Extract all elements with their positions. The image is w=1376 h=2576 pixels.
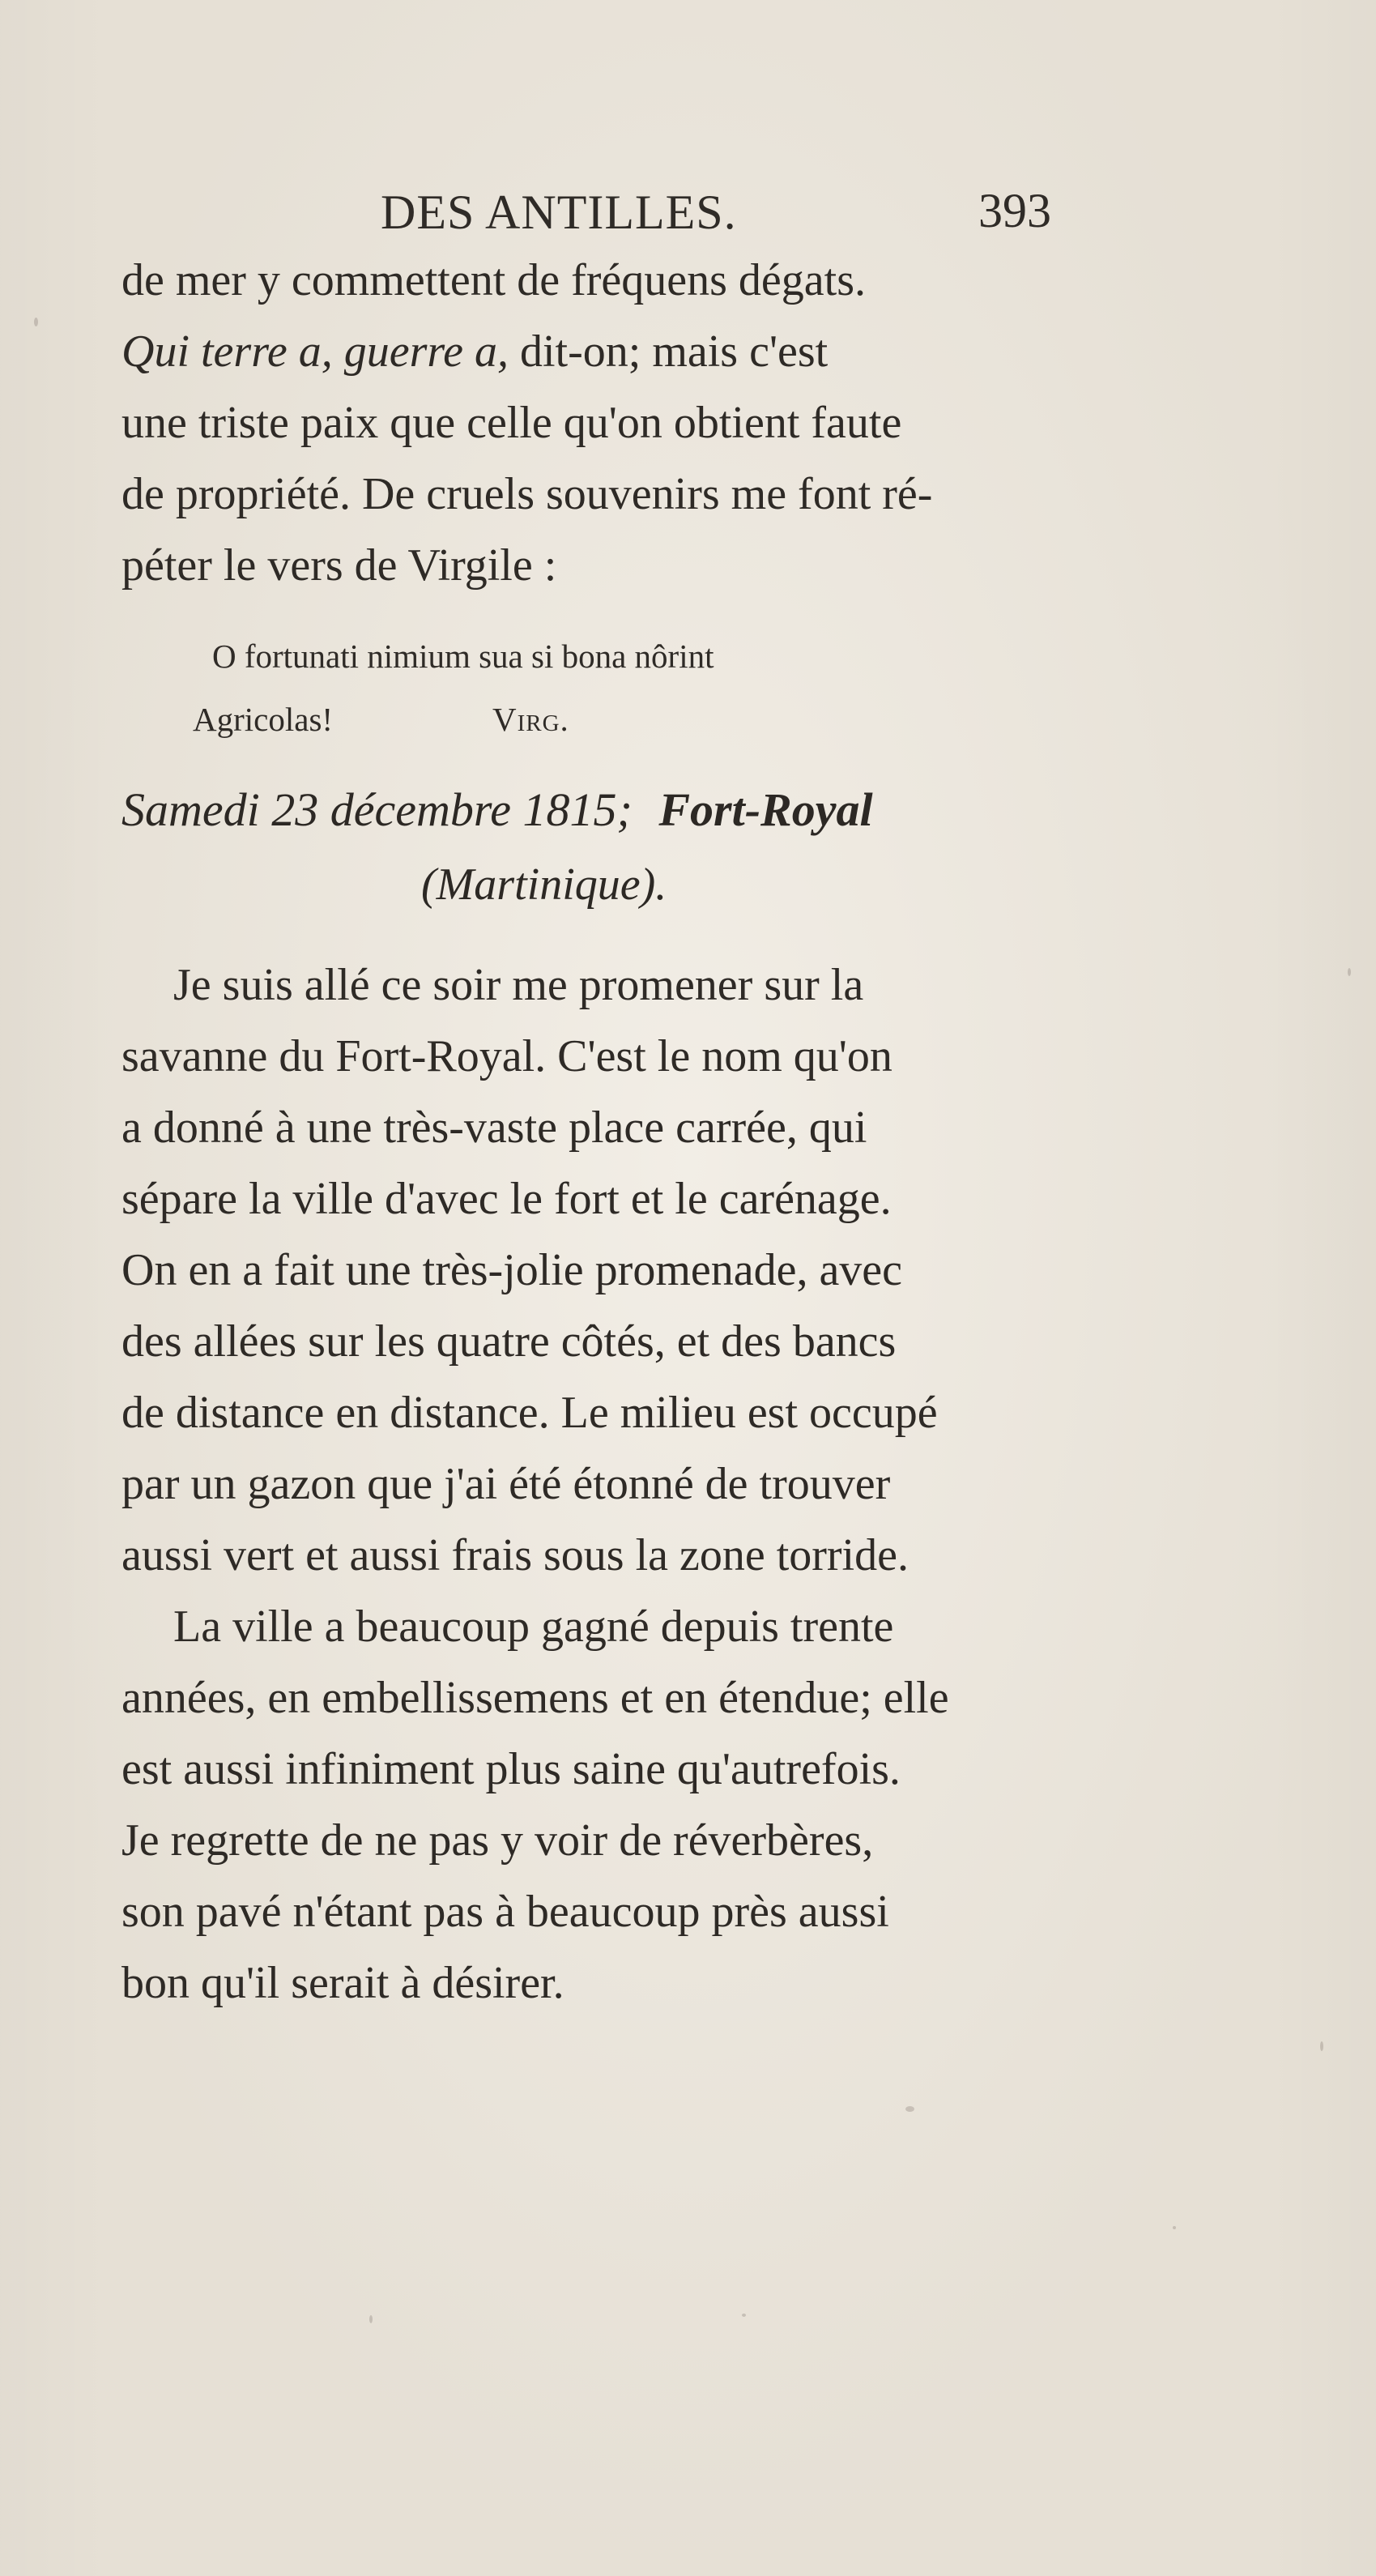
quote-line-2: Agricolas! xyxy=(193,701,334,738)
entry-heading-line-1 xyxy=(121,783,873,837)
body-line-1: de mer y commettent de fréquens dégats. xyxy=(121,255,866,305)
paragraph-1-line-3: a donné à une très-vaste place carrée, qui xyxy=(121,1102,867,1153)
paragraph-2-line-5: son pavé n'étant pas à beaucoup près aussi xyxy=(121,1887,889,1937)
page-number: 393 xyxy=(978,184,1051,237)
paper-speck xyxy=(369,2315,373,2323)
body-line-5: péter le vers de Virgile : xyxy=(121,540,557,591)
paragraph-2-line-6: bon qu'il serait à désirer. xyxy=(121,1958,564,2008)
body-line-3: une triste paix que celle qu'on obtient faute xyxy=(121,398,902,448)
body-line-4: de propriété. De cruels souvenirs me font ré- xyxy=(121,469,933,519)
paper-speck xyxy=(1320,2041,1323,2051)
paper-speck xyxy=(742,2314,746,2317)
paragraph-2-line-4: Je regrette de ne pas y voir de réverbères, xyxy=(121,1815,874,1866)
paragraph-1-line-8: par un gazon que j'ai été étonné de trouver xyxy=(121,1459,891,1509)
paragraph-1-line-2: savanne du Fort-Royal. C'est le nom qu'on xyxy=(121,1031,892,1081)
paragraph-1-line-4: sépare la ville d'avec le fort et le carénage. xyxy=(121,1174,892,1224)
paragraph-1-line-9: aussi vert et aussi frais sous la zone torride. xyxy=(121,1530,909,1580)
paper-speck xyxy=(1173,2226,1176,2229)
paper-speck xyxy=(1348,968,1351,976)
entry-heading-date: Samedi 23 décembre 1815; xyxy=(121,783,633,836)
body-line-2 xyxy=(121,326,1069,377)
paragraph-2-line-1: La ville a beaucoup gagné depuis trente xyxy=(173,1601,894,1652)
paragraph-1-line-1: Je suis allé ce soir me promener sur la xyxy=(173,960,864,1010)
paragraph-1-line-7: de distance en distance. Le milieu est occupé xyxy=(121,1388,938,1438)
paragraph-1-line-5: On en a fait une très-jolie promenade, avec xyxy=(121,1245,903,1295)
body-line-2-rest: dit-on; mais c'est xyxy=(509,326,829,377)
quote-line-1: O fortunati nimium sua si bona nôrint xyxy=(212,638,714,675)
quote-author: Virg. xyxy=(492,701,569,738)
paper-speck xyxy=(905,2106,914,2112)
entry-heading-place: Fort-Royal xyxy=(658,783,873,836)
entry-heading-line-2: (Martinique). xyxy=(421,859,667,910)
paper-speck xyxy=(34,318,38,326)
paragraph-1-line-6: des allées sur les quatre côtés, et des bancs xyxy=(121,1316,897,1367)
paragraph-2-line-3: est aussi infiniment plus saine qu'autrefois. xyxy=(121,1744,901,1794)
paragraph-2-line-2: années, en embellissemens et en étendue; elle xyxy=(121,1673,949,1723)
running-header-title: DES ANTILLES. xyxy=(381,186,737,239)
body-line-2-italic: Qui terre a, guerre a, xyxy=(121,326,509,377)
